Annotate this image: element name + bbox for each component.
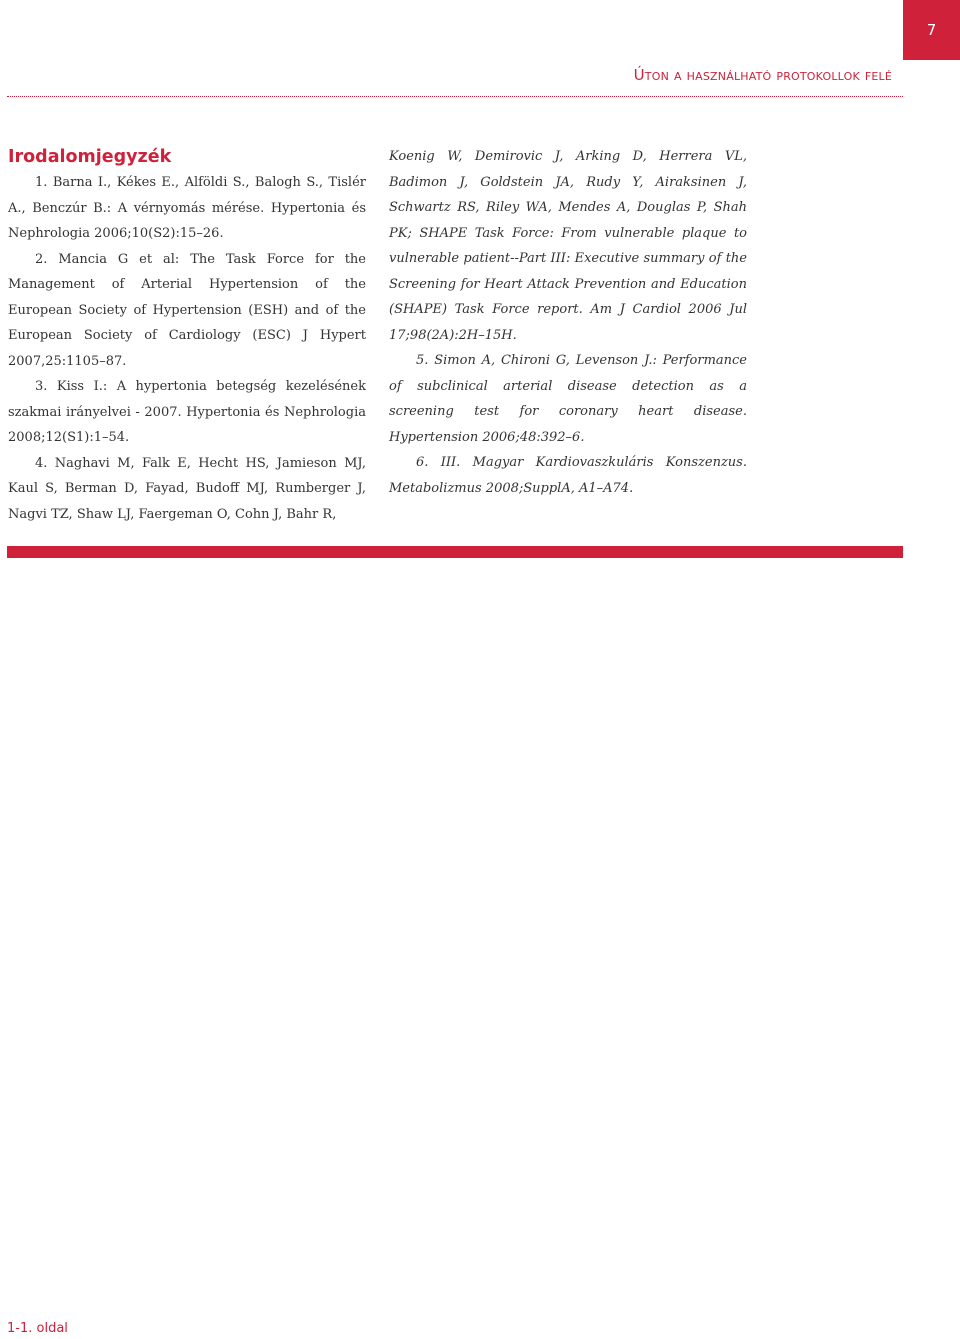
reference-number: 2. xyxy=(35,251,48,267)
reference-number: 1. xyxy=(35,175,48,190)
references-right-column xyxy=(389,144,747,501)
reference-text: Barna I., Kékes E., Alföldi S., Balogh S., Tislér A., Benczúr B.: A vérnyomás mérése. Hypertonia és Nephrologia 2006;10(S2):15–26. xyxy=(8,175,366,241)
references-left-column xyxy=(8,144,366,527)
reference-item-2 xyxy=(8,247,366,375)
reference-item-3 xyxy=(8,374,366,451)
running-header-title: Úton a használható protokollok felé xyxy=(633,66,892,84)
reference-number: 5. xyxy=(416,353,429,368)
header-divider xyxy=(7,96,903,97)
reference-item-4 xyxy=(8,451,366,528)
footer-page-label: 1-1. oldal xyxy=(7,1321,68,1336)
reference-item-4-continuation: Koenig W, Demirovic J, Arking D, Herrera VL, Badimon J, Goldstein JA, Rudy Y, Airaksinen J, Schwartz RS, Riley WA, Mendes A, Douglas P, Shah PK; SHAPE Task Force: From vulnerable plaque to vulnerable patient--Part III: Executive summary of the Screening for Heart Attack Prevention and Education (SHAPE) Task Force report. Am J Cardiol 2006 Jul 17;98(2A):2H–15H. xyxy=(389,149,747,343)
reference-number: 3. xyxy=(35,379,48,394)
section-end-bar xyxy=(7,546,903,558)
reference-text: Naghavi M, Falk E, Hecht HS, Jamieson MJ, Kaul S, Berman D, Fayad, Budoff MJ, Rumberger J, Nagvi TZ, Shaw LJ, Faergeman O, Cohn J, Bahr R, xyxy=(8,455,366,522)
reference-item-6 xyxy=(389,450,747,501)
reference-number: 4. xyxy=(35,455,48,471)
references-heading: Irodalomjegyzék xyxy=(8,147,172,167)
reference-item-1 xyxy=(8,170,366,247)
reference-number: 6. xyxy=(416,455,429,470)
reference-text: Mancia G et al: The Task Force for the Management of Arterial Hypertension of the European Society of Hypertension (ESH) and of the European Society of Cardiology (ESC) J Hypert 2007,25:1105–87. xyxy=(8,251,367,369)
page-number: 7 xyxy=(926,21,937,39)
reference-item-5 xyxy=(389,348,747,450)
reference-text: III. Magyar Kardiovaszkuláris Konszenzus. Metabolizmus 2008;SupplA, A1–A74. xyxy=(389,455,747,496)
reference-text: Kiss I.: A hypertonia betegség kezelésének szakmai irányelvei - 2007. Hypertonia és Nephrologia 2008;12(S1):1–54. xyxy=(8,379,366,445)
page-number-badge xyxy=(903,0,960,60)
reference-text: Simon A, Chironi G, Levenson J.: Performance of subclinical arterial disease detection as a screening test for coronary heart disease. Hypertension 2006;48:392–6. xyxy=(389,353,747,445)
